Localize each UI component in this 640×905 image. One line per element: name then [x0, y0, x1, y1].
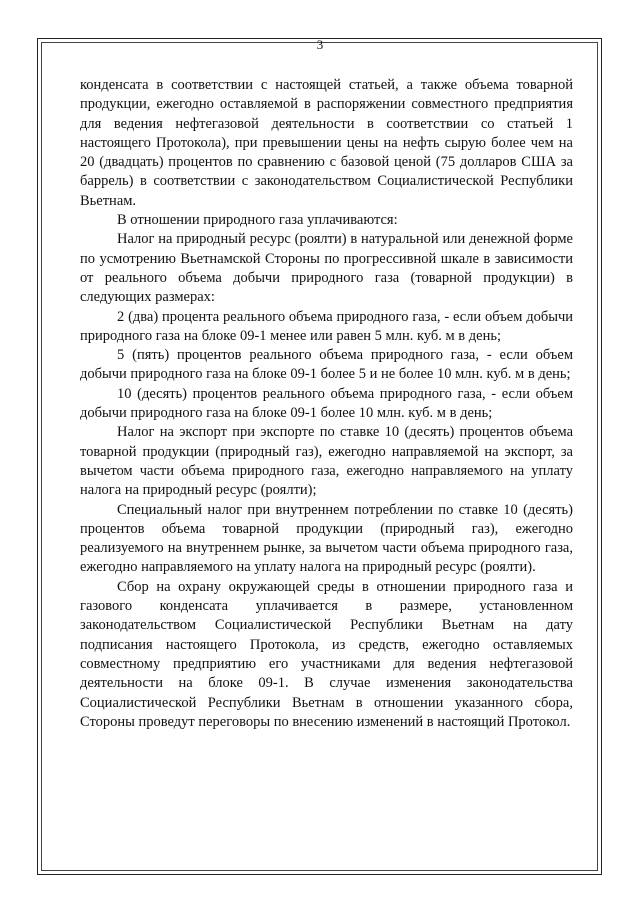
paragraph-continuation: конденсата в соответствии с настоящей статьей, а также объема товарной продукции, ежегодно оставляемой в распоряжении совместного предприятия для ведения нефтегазовой деятельности в соответствии со статьей 1 настоящего Протокола), при превышении цены на нефть сырую более чем на 20 (двадцать) процентов по сравнению с базовой ценой (75 долларов США за баррель) в соответствии с законодательством Социалистической Республики Вьетнам.	[80, 77, 573, 209]
document-body	[80, 76, 573, 732]
paragraph-rate-10: 10 (десять) процентов реального объема природного газа, - если объем добычи природного газа на блоке 09-1 более 10 млн. куб. м в день;	[80, 385, 573, 422]
paragraph-rate-2: 2 (два) процента реального объема природного газа, - если объем добычи природного газа на блоке 09-1 менее или равен 5 млн. куб. м в день;	[80, 308, 573, 344]
paragraph-special-tax: Специальный налог при внутреннем потреблении по ставке 10 (десять) процентов объема товарной продукции (природный газ), ежегодно реализуемого на внутреннем рынке, за вычетом части объема природного газа, ежегодно направляемого на уплату налога на природный ресурс (роялти).	[80, 501, 573, 576]
page-number: 3	[316, 37, 324, 52]
paragraph-royalty: Налог на природный ресурс (роялти) в натуральной или денежной форме по усмотрению Вьетнамской Стороны по прогрессивной шкале в зависимости от реального объема добычи природного газа (товарной продукции) в следующих размерах:	[80, 231, 573, 306]
paragraph-rate-5: 5 (пять) процентов реального объема природного газа, - если объем добычи природного газа на блоке 09-1 более 5 и не более 10 млн. куб. м в день;	[80, 347, 573, 383]
paragraph-export-tax: Налог на экспорт при экспорте по ставке 10 (десять) процентов объема товарной продукции (природный газ), ежегодно направляемой на экспорт, за вычетом части объема природного газа, ежегодно направляемого на уплату налога на природный ресурс (роялти);	[80, 424, 573, 499]
paragraph-gas-intro: В отношении природного газа уплачиваются:	[117, 212, 398, 229]
paragraph-environmental-fee: Сбор на охрану окружающей среды в отношении природного газа и газового конденсата уплачивается в размере, установленном законодательством Социалистической Республики Вьетнам на дату подписания настоящего Протокола, из средств, ежегодно оставляемых совместному предприятию его участниками для ведения нефтегазовой деятельности на блоке 09-1. В случае изменения законодательства Социалистической Республики Вьетнам в отношении указанного сбора, Стороны проведут переговоры по внесению изменений в настоящий Протокол.	[80, 578, 573, 730]
